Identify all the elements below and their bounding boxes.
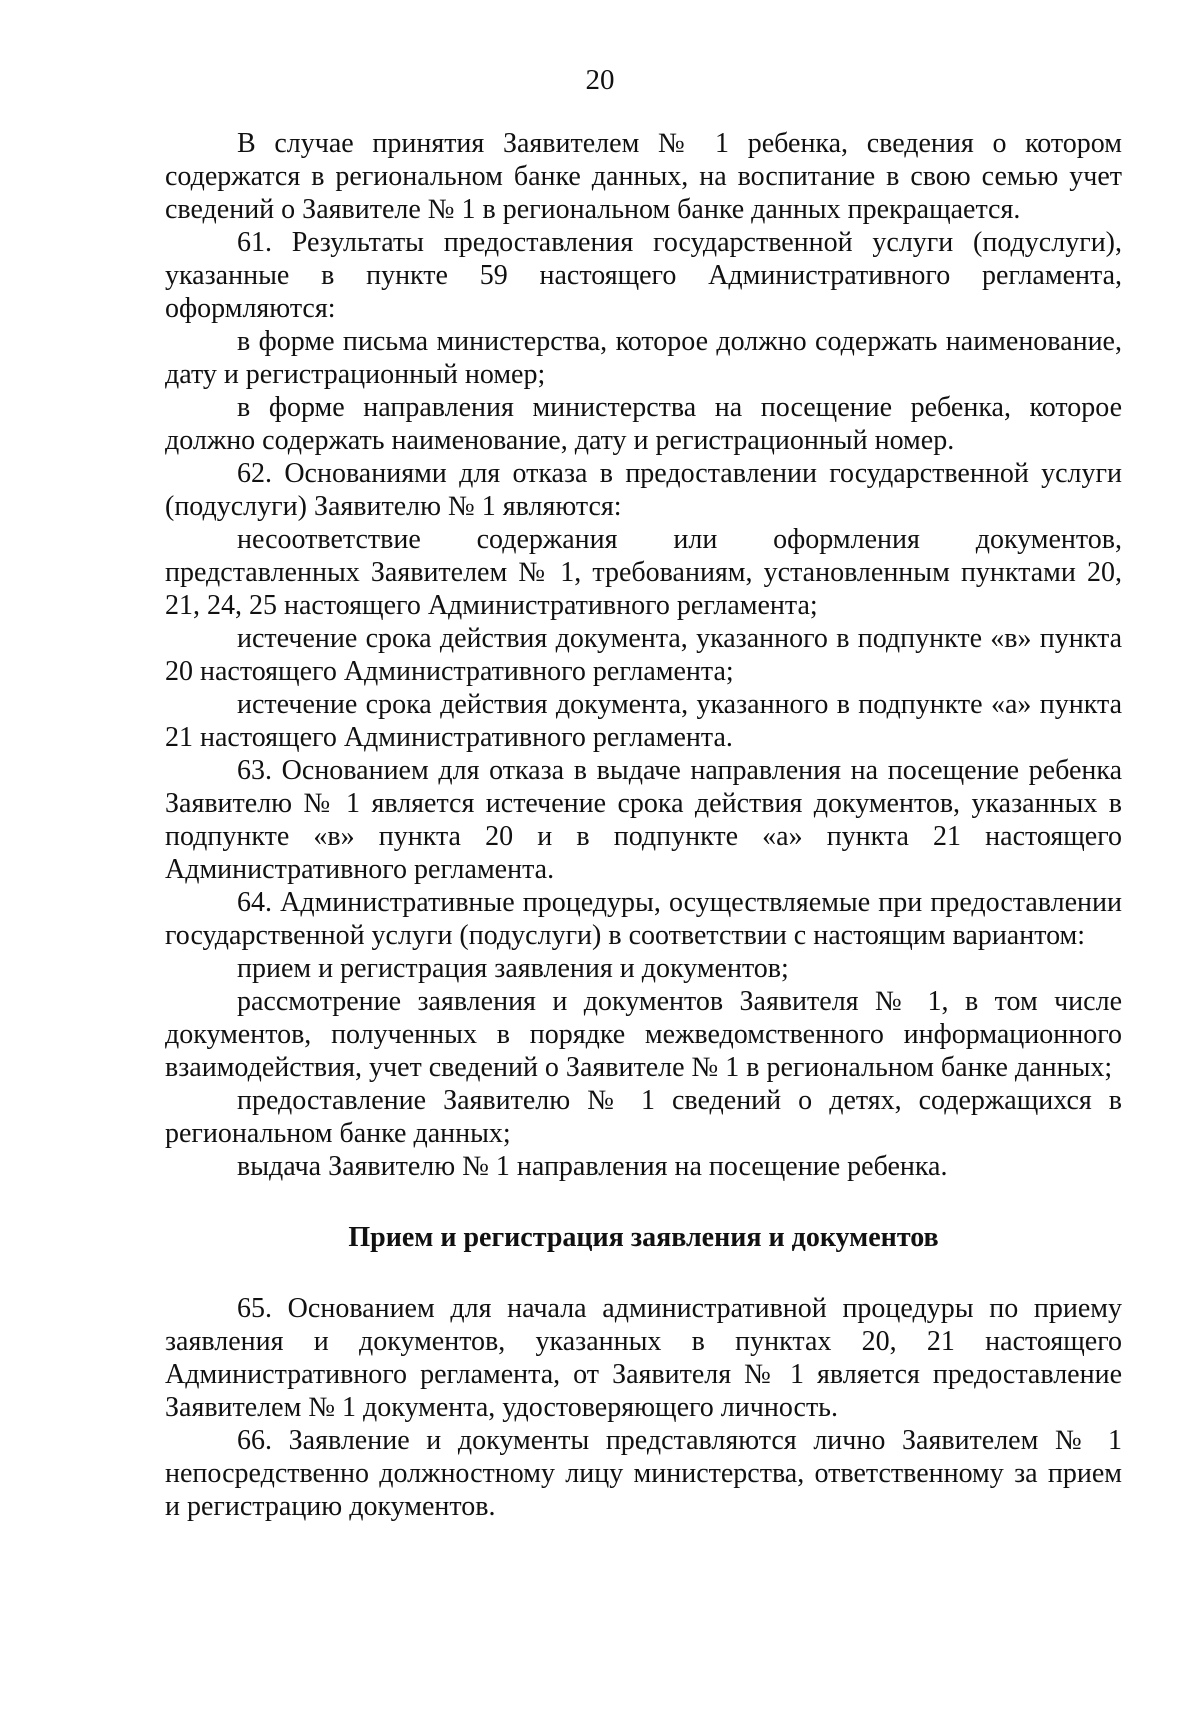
paragraph: 64. Административные процедуры, осуществляемые при предоставлении государственной услуги (подуслуги) в соответствии с настоящим вариантом: xyxy=(165,887,1122,951)
paragraph: 65. Основанием для начала административной процедуры по приему заявления и документов, указанных в пунктах 20, 21 настоящего Административного регламента, от Заявителя № 1 является предоставление Заявителем № 1 документа, удостоверяющего личность. xyxy=(165,1293,1122,1423)
paragraph: истечение срока действия документа, указанного в подпункте «а» пункта 21 настоящего Административного регламента. xyxy=(165,689,1122,753)
paragraph: предоставление Заявителю № 1 сведений о детях, содержащихся в региональном банке данных; xyxy=(165,1085,1122,1149)
paragraph: рассмотрение заявления и документов Заявителя № 1, в том числе документов, полученных в порядке межведомственного информационного взаимодействия, учет сведений о Заявителе № 1 в региональном банке данных; xyxy=(165,986,1122,1083)
paragraph: 66. Заявление и документы представляются лично Заявителем № 1 непосредственно должностному лицу министерства, ответственному за прием и регистрацию документов. xyxy=(165,1425,1122,1522)
paragraph: 63. Основанием для отказа в выдаче направления на посещение ребенка Заявителю № 1 является истечение срока действия документов, указанных в подпункте «в» пункта 20 и в подпункте «а» пункта 21 настоящего Административного регламента. xyxy=(165,755,1122,885)
paragraph: 61. Результаты предоставления государственной услуги (подуслуги), указанные в пункте 59 настоящего Административного регламента, оформляются: xyxy=(165,227,1122,324)
paragraph: истечение срока действия документа, указанного в подпункте «в» пункта 20 настоящего Административного регламента; xyxy=(165,623,1122,687)
paragraph: прием и регистрация заявления и документов; xyxy=(237,953,789,984)
paragraph: в форме направления министерства на посещение ребенка, которое должно содержать наименование, дату и регистрационный номер. xyxy=(165,392,1122,456)
page-body xyxy=(165,127,1122,1523)
paragraph: В случае принятия Заявителем № 1 ребенка, сведения о котором содержатся в региональном банке данных, на воспитание в свою семью учет сведений о Заявителе № 1 в региональном банке данных прекращается. xyxy=(165,128,1122,225)
paragraph: в форме письма министерства, которое должно содержать наименование, дату и регистрационный номер; xyxy=(165,326,1122,390)
paragraph: 62. Основаниями для отказа в предоставлении государственной услуги (подуслуги) Заявителю № 1 являются: xyxy=(165,458,1122,522)
paragraph: несоответствие содержания или оформления документов, представленных Заявителем № 1, требованиям, установленным пунктами 20, 21, 24, 25 настоящего Административного регламента; xyxy=(165,524,1122,621)
paragraph: выдача Заявителю № 1 направления на посещение ребенка. xyxy=(237,1151,948,1182)
section-heading: Прием и регистрация заявления и документов xyxy=(348,1222,939,1253)
page-number: 20 xyxy=(585,64,615,96)
